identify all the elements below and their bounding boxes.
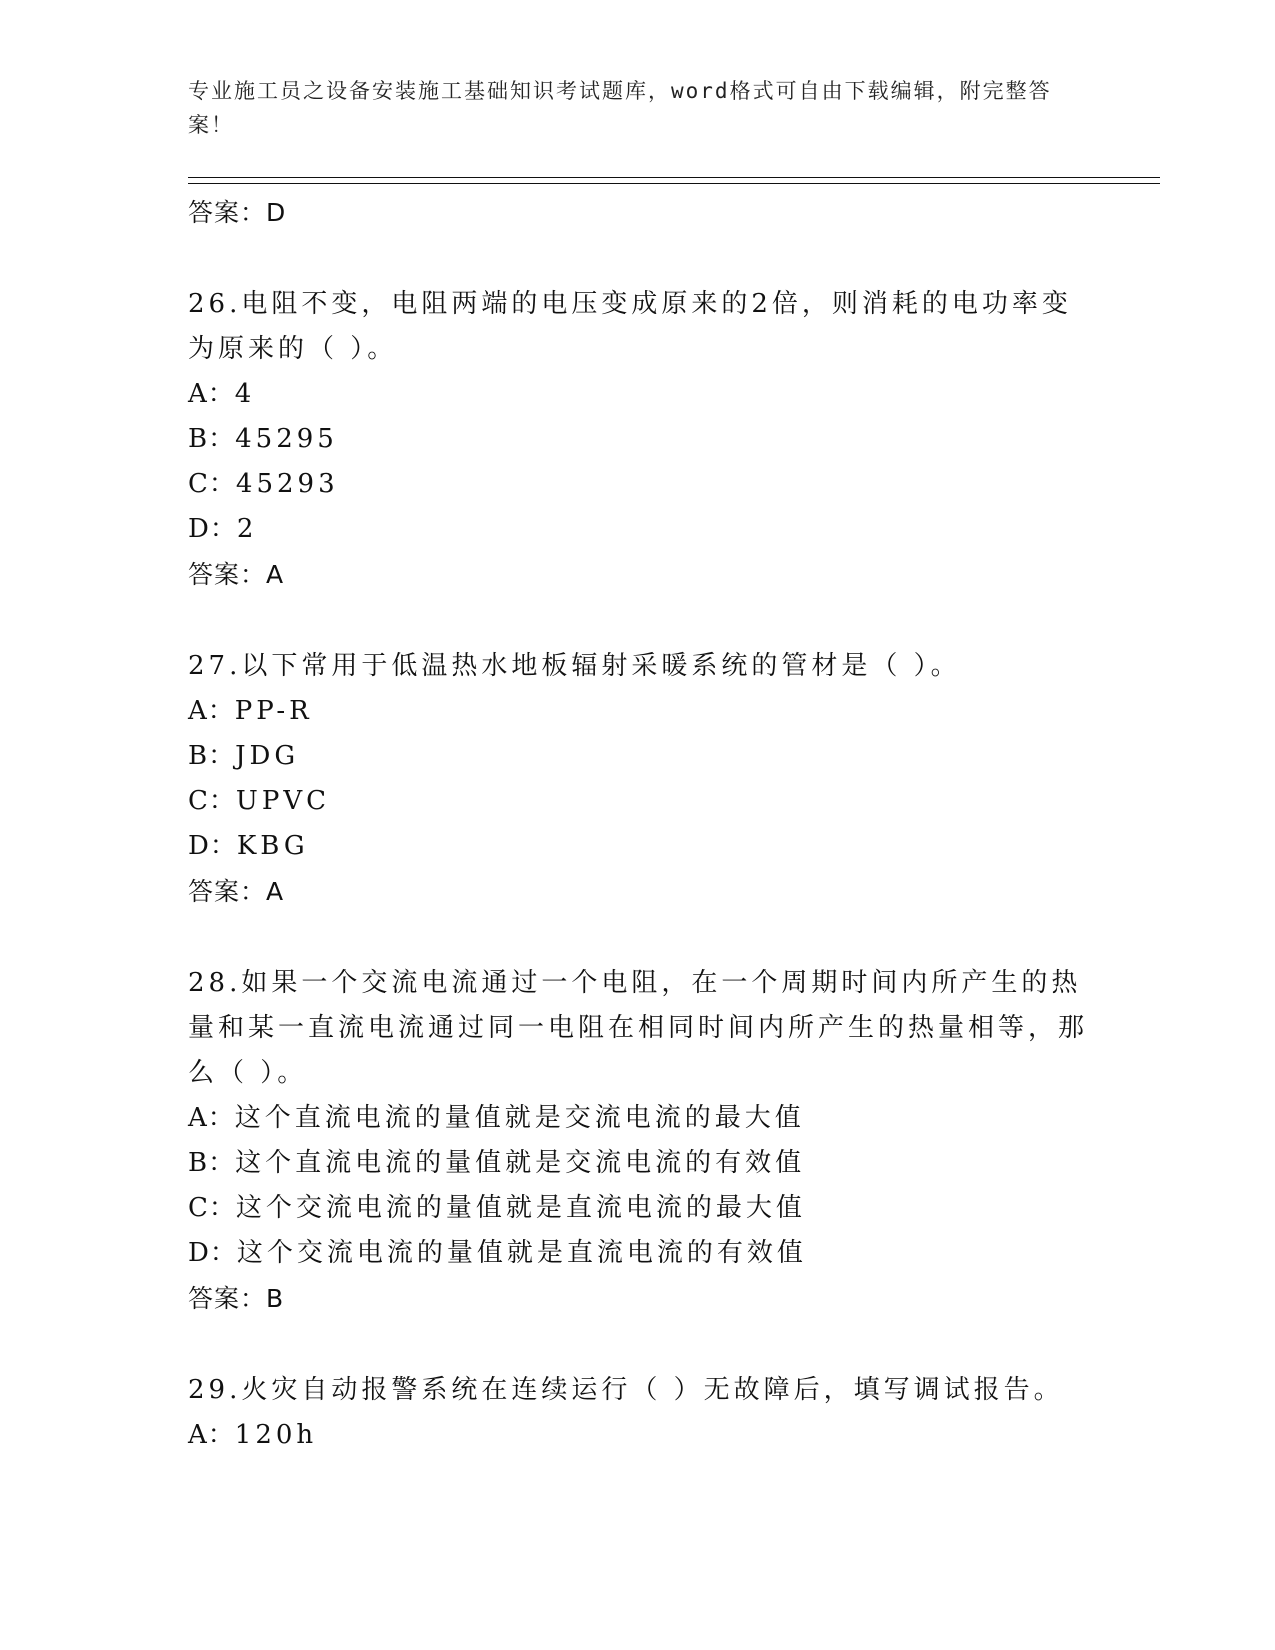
option-text: UPVC: [235, 786, 330, 816]
option-text: 120h: [234, 1420, 318, 1450]
option-c: [188, 779, 1088, 824]
question-block: [188, 644, 1088, 914]
option-d: [188, 507, 1088, 552]
header-divider-bottom: [188, 183, 1160, 184]
question-list: [188, 190, 1088, 1458]
option-text: PP-R: [234, 696, 313, 726]
answer-line: 答案：A: [188, 560, 285, 589]
question-stem: 26.电阻不变，电阻两端的电压变成原来的2倍，则消耗的电功率变为原来的（ ）。: [188, 289, 1072, 364]
option-text: 4: [234, 379, 256, 409]
option-text: KBG: [236, 831, 309, 861]
option-letter: B：: [188, 741, 236, 771]
option-text: 这个交流电流的量值就是直流电流的最大值: [235, 1193, 806, 1223]
option-letter: D：: [188, 831, 237, 861]
question-block: [188, 961, 1088, 1321]
option-letter: B：: [188, 424, 236, 454]
option-text: 45293: [235, 469, 339, 499]
option-b: [188, 734, 1088, 779]
option-text: JDG: [235, 741, 300, 771]
option-c: [188, 462, 1088, 507]
option-letter: C：: [188, 469, 236, 499]
answer-line: 答案：B: [188, 1284, 285, 1313]
question-block: [188, 1368, 1088, 1458]
option-a: [188, 372, 1088, 417]
option-text: 2: [236, 514, 258, 544]
option-text: 这个直流电流的量值就是交流电流的最大值: [234, 1103, 805, 1133]
option-a: [188, 1096, 1088, 1141]
option-letter: D：: [188, 514, 237, 544]
option-b: [188, 417, 1088, 462]
option-a: [188, 1413, 1088, 1458]
option-text: 这个交流电流的量值就是直流电流的有效值: [236, 1238, 807, 1268]
option-text: 45295: [235, 424, 338, 454]
option-letter: A：: [188, 1103, 235, 1133]
question-block: [188, 282, 1088, 597]
option-letter: D：: [188, 1238, 237, 1268]
option-letter: C：: [188, 786, 236, 816]
option-a: [188, 689, 1088, 734]
question-stem: 27.以下常用于低温热水地板辐射采暖系统的管材是（ ）。: [188, 651, 961, 681]
option-d: [188, 824, 1088, 869]
option-letter: C：: [188, 1193, 236, 1223]
option-letter: A：: [188, 696, 235, 726]
question-stem: 28.如果一个交流电流通过一个电阻，在一个周期时间内所产生的热量和某一直流电流通过同一电阻在相同时间内所产生的热量相等，那么（ ）。: [188, 968, 1089, 1088]
answer-line: 答案：A: [188, 877, 285, 906]
question-stem: 29.火灾自动报警系统在连续运行（ ）无故障后，填写调试报告。: [188, 1375, 1064, 1405]
option-b: [188, 1141, 1088, 1186]
option-c: [188, 1186, 1088, 1231]
option-letter: B：: [188, 1148, 236, 1178]
answer-line: 答案：D: [188, 198, 287, 227]
option-letter: A：: [188, 379, 235, 409]
option-text: 这个直流电流的量值就是交流电流的有效值: [235, 1148, 806, 1178]
header-divider-top: [188, 177, 1160, 178]
document-header: 专业施工员之设备安装施工基础知识考试题库，word格式可自由下载编辑，附完整答案！: [188, 79, 1052, 137]
option-letter: A：: [188, 1420, 235, 1450]
option-d: [188, 1231, 1088, 1276]
